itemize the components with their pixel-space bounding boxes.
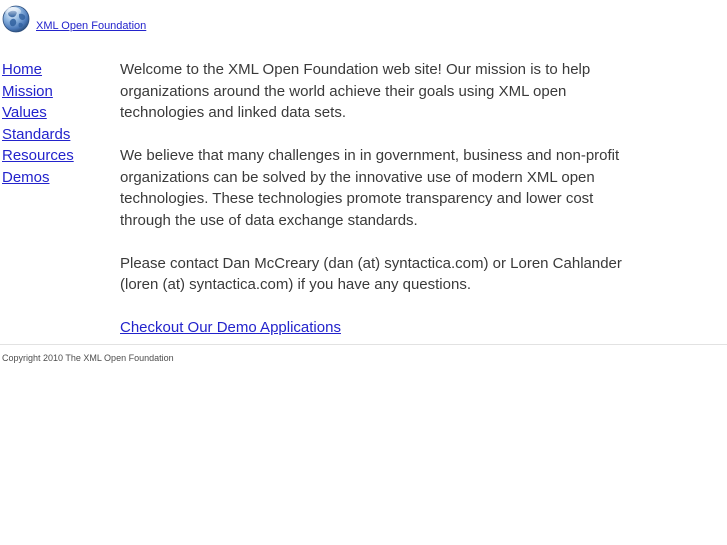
globe-icon — [2, 20, 30, 37]
content-area — [0, 59, 727, 339]
site-logo[interactable] — [2, 5, 30, 33]
footer — [0, 345, 727, 363]
nav-item-demos[interactable]: Demos — [2, 168, 50, 186]
nav-item-mission[interactable]: Mission — [2, 82, 53, 100]
nav-item-standards[interactable]: Standards — [2, 125, 71, 143]
main-content — [120, 59, 627, 339]
contact-paragraph: Please contact Dan McCreary (dan (at) syntactica.com) or Loren Cahlander (loren (at) syntactica.com) if you have any questions. — [120, 254, 622, 293]
sidebar-nav — [0, 59, 120, 339]
nav-item-home[interactable]: Home — [2, 61, 43, 78]
demo-applications-link[interactable]: Checkout Our Demo Applications — [120, 319, 341, 336]
intro-paragraph: Welcome to the XML Open Foundation web site! Our mission is to help organizations around the world achieve their goals using XML open technologies and linked data sets. — [120, 61, 591, 121]
site-title-link[interactable]: XML Open Foundation — [36, 20, 147, 32]
mission-paragraph: We believe that many challenges in in government, business and non-profit organizations can be solved by the innovative use of modern XML open technologies. These technologies promote transparency and lower cost through the use of data exchange standards. — [120, 147, 620, 229]
nav-item-values[interactable]: Values — [2, 104, 47, 121]
header — [0, 0, 727, 33]
nav-item-resources[interactable]: Resources — [2, 147, 74, 164]
copyright-text: Copyright 2010 The XML Open Foundation — [2, 352, 174, 363]
